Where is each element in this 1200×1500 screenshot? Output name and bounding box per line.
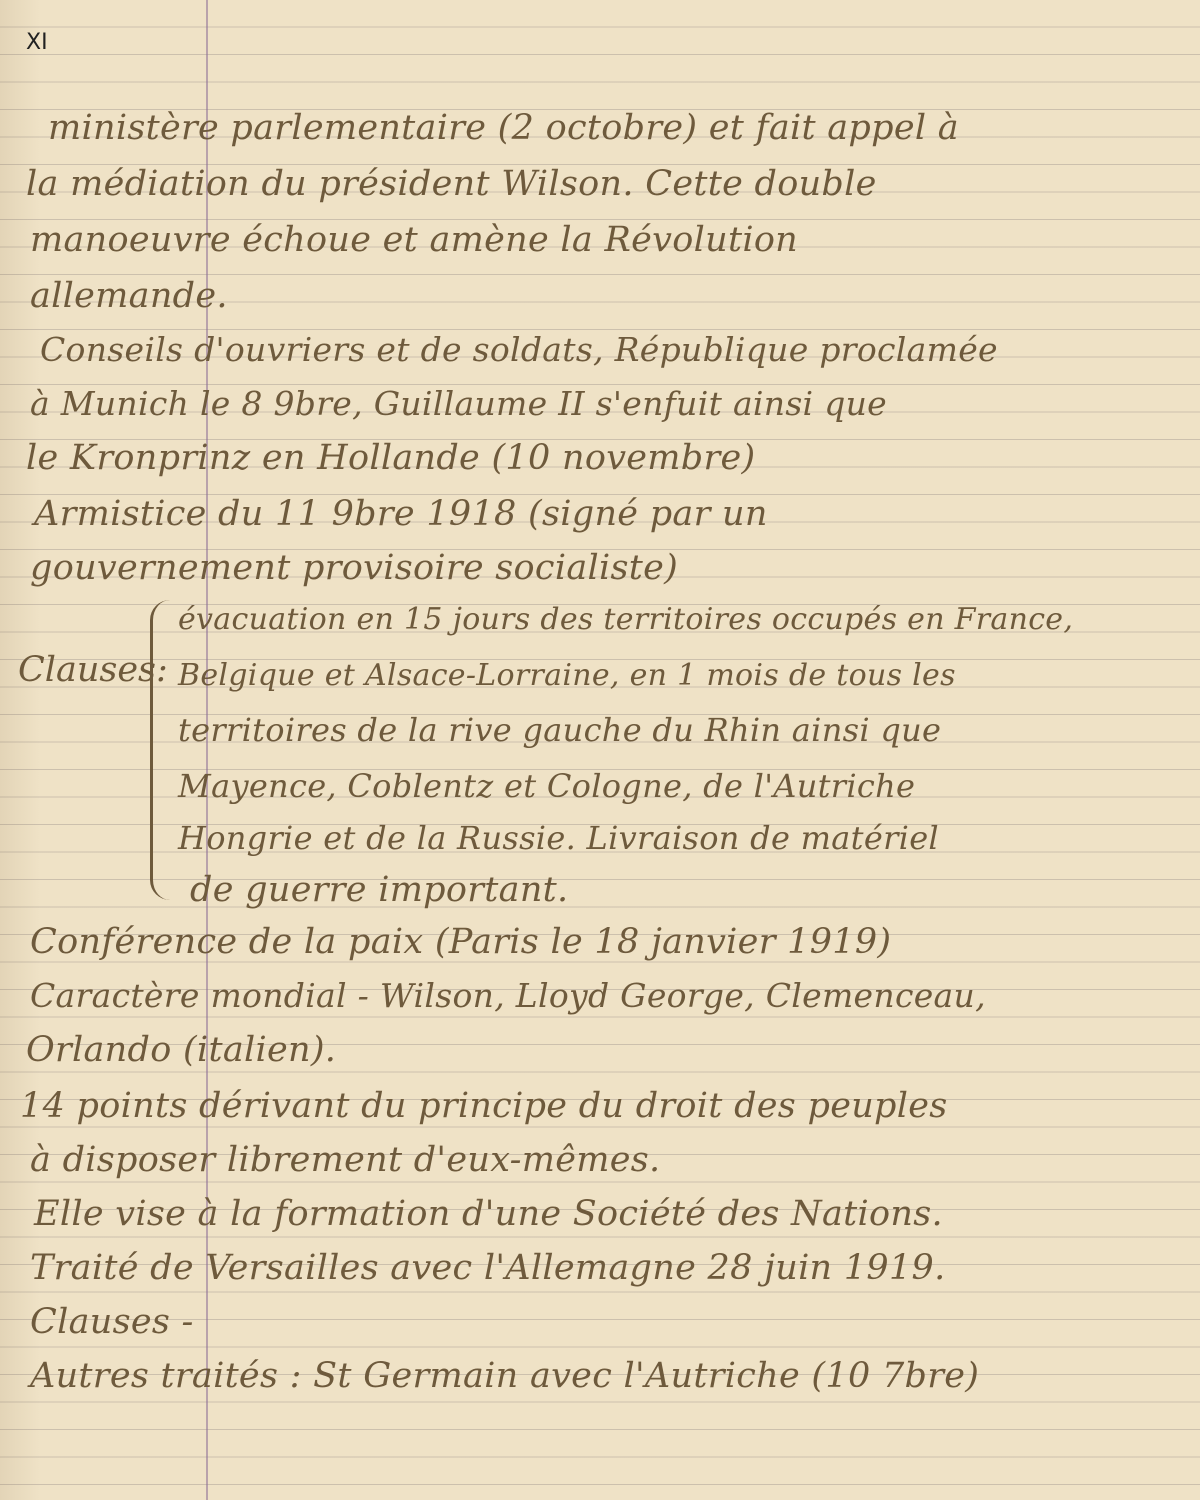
text-line: Armistice du 11 9bre 1918 (signé par un [34,494,768,534]
clause-line: Hongrie et de la Russie. Livraison de matériel [178,819,939,857]
text-line: Orlando (italien). [26,1030,337,1070]
text-line: manoeuvre échoue et amène la Révolution [30,220,799,260]
text-line: Conseils d'ouvriers et de soldats, République proclamée [40,330,998,369]
clause-line: Belgique et Alsace-Lorraine, en 1 mois de tous les [178,658,956,693]
text-line: Conférence de la paix (Paris le 18 janvier 1919) [30,922,892,962]
text-line: Traité de Versailles avec l'Allemagne 28 juin 1919. [30,1248,946,1288]
text-line: allemande. [30,276,228,316]
page-number: XI [26,30,48,55]
text-line: ministère parlementaire (2 octobre) et fait appel à [48,108,959,148]
clause-line: évacuation en 15 jours des territoires occupés en France, [178,602,1074,637]
text-line: à disposer librement d'eux-mêmes. [30,1140,661,1180]
text-line: Caractère mondial - Wilson, Lloyd George, Clemenceau, [30,976,986,1015]
clause-line: de guerre important. [190,870,569,910]
text-line: la médiation du président Wilson. Cette double [26,164,877,204]
clause-line: Mayence, Coblentz et Cologne, de l'Autriche [178,767,916,805]
text-line: Autres traités : St Germain avec l'Autriche (10 7bre) [30,1356,980,1396]
text-line: Clauses - [30,1302,194,1342]
curly-brace [150,600,175,900]
clause-line: territoires de la rive gauche du Rhin ainsi que [178,711,942,749]
clauses-label: Clauses: [18,650,168,690]
text-line: à Munich le 8 9bre, Guillaume II s'enfuit ainsi que [30,384,888,423]
text-line: Elle vise à la formation d'une Société des Nations. [34,1194,943,1234]
text-line: gouvernement provisoire socialiste) [30,548,679,588]
text-line: le Kronprinz en Hollande (10 novembre) [26,438,756,478]
text-line: 14 points dérivant du principe du droit des peuples [20,1086,948,1126]
